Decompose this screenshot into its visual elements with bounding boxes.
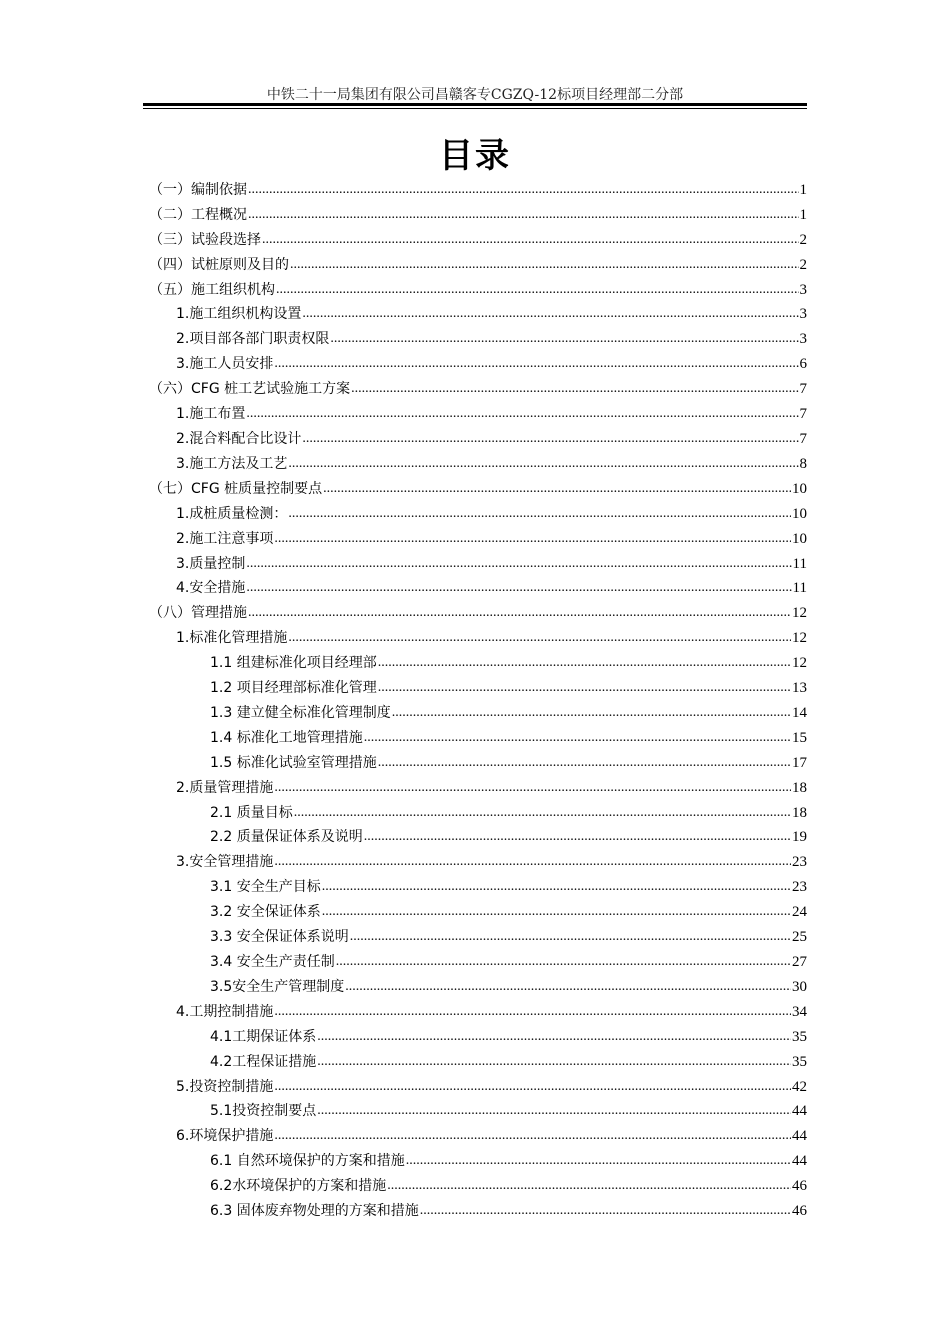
toc-entry[interactable] (143, 672, 807, 697)
toc-entry[interactable] (143, 1145, 807, 1170)
toc-dot-leader (246, 579, 791, 597)
toc-entry-title: （五）施工组织机构 (149, 281, 275, 298)
toc-entry-title: 1.1 组建标准化项目经理部 (210, 655, 377, 672)
toc-dot-leader (274, 355, 798, 373)
toc-entry-page: 2 (799, 256, 807, 273)
toc-entry-page: 25 (792, 929, 807, 946)
toc-entry-page: 46 (792, 1178, 807, 1195)
toc-entry-title: 1.施工布置 (176, 406, 246, 423)
toc-entry-page: 10 (792, 480, 807, 497)
toc-entry-page: 6 (799, 356, 807, 373)
toc-dot-leader (420, 1202, 791, 1220)
toc-entry-page: 14 (792, 704, 807, 721)
toc-entry-page: 44 (792, 1128, 807, 1145)
toc-entry-title: 4.2工程保证措施 (210, 1053, 317, 1070)
toc-entry-title: 1.标准化管理措施 (176, 630, 288, 647)
toc-entry[interactable] (143, 722, 807, 747)
toc-dot-leader (288, 455, 798, 473)
toc-entry[interactable] (143, 1170, 807, 1195)
toc-entry-title: 2.2 质量保证体系及说明 (210, 829, 363, 846)
toc-entry[interactable] (143, 448, 807, 473)
toc-entry-title: （三）试验段选择 (149, 231, 261, 248)
toc-entry-title: 6.3 固体废弃物处理的方案和措施 (210, 1203, 419, 1220)
toc-entry[interactable] (143, 1096, 807, 1121)
toc-dot-leader (274, 1003, 791, 1021)
toc-dot-leader (274, 1127, 791, 1145)
toc-entry-title: 1.2 项目经理部标准化管理 (210, 680, 377, 697)
toc-dot-leader (317, 1053, 791, 1071)
toc-dot-leader (330, 330, 798, 348)
toc-entry[interactable] (143, 398, 807, 423)
toc-dot-leader (276, 281, 799, 299)
toc-entry[interactable] (143, 797, 807, 822)
toc-entry-page: 8 (799, 455, 807, 472)
toc-dot-leader (274, 779, 791, 797)
toc-dot-leader (302, 430, 798, 448)
toc-dot-leader (262, 231, 799, 249)
toc-entry-title: 4.1工期保证体系 (210, 1028, 317, 1045)
toc-entry-page: 2 (799, 231, 807, 248)
toc-entry-title: 1.成桩质量检测： (176, 505, 288, 522)
header-rule-thin (143, 108, 807, 109)
toc-entry-title: 4.工期控制措施 (176, 1003, 274, 1020)
toc-entry[interactable] (143, 871, 807, 896)
toc-entry[interactable] (143, 772, 807, 797)
toc-entry[interactable] (143, 1021, 807, 1046)
header-rule-thick (143, 103, 807, 106)
toc-entry[interactable] (143, 348, 807, 373)
toc-dot-leader (345, 978, 791, 996)
toc-entry-title: （四）试桩原则及目的 (149, 256, 289, 273)
toc-dot-leader (351, 380, 798, 398)
toc-entry-page: 11 (792, 580, 807, 597)
toc-entry-page: 42 (792, 1078, 807, 1095)
toc-entry-page: 11 (792, 555, 807, 572)
toc-entry-title: 6.环境保护措施 (176, 1128, 274, 1145)
toc-entry-title: （一）编制依据 (149, 181, 247, 198)
toc-dot-leader (378, 654, 791, 672)
toc-entry[interactable] (143, 1046, 807, 1071)
toc-entry-title: 3.施工人员安排 (176, 356, 274, 373)
toc-dot-leader (274, 1078, 791, 1096)
toc-entry-title: 3.4 安全生产责任制 (210, 954, 335, 970)
toc-entry[interactable] (143, 423, 807, 448)
toc-entry[interactable] (143, 1071, 807, 1096)
toc-entry-page: 44 (792, 1153, 807, 1170)
toc-dot-leader (288, 505, 791, 523)
toc-entry-title: 2.施工注意事项 (176, 530, 274, 547)
toc-dot-leader (246, 555, 791, 573)
toc-entry-page: 12 (792, 630, 807, 647)
toc-entry-page: 23 (792, 879, 807, 896)
toc-dot-leader (248, 604, 791, 622)
toc-entry[interactable] (143, 373, 807, 398)
toc-entry-page: 12 (792, 655, 807, 672)
page-header: 中铁二十一局集团有限公司昌赣客专CGZQ-12标项目经理部二分部 (266, 87, 684, 103)
toc-entry-page: 24 (792, 904, 807, 921)
toc-entry-page: 3 (799, 306, 807, 323)
toc-entry[interactable] (143, 622, 807, 647)
toc-entry[interactable] (143, 174, 807, 199)
toc-entry[interactable] (143, 573, 807, 598)
toc-dot-leader (378, 679, 791, 697)
toc-entry-title: 2.项目部各部门职责权限 (176, 331, 330, 348)
toc-entry-page: 46 (792, 1203, 807, 1220)
toc-entry-title: 3.安全管理措施 (176, 854, 274, 871)
toc-entry-title: 1.5 标准化试验室管理措施 (210, 754, 377, 771)
toc-entry-title: （七）CFG 桩质量控制要点 (149, 480, 323, 497)
toc-entry-page: 34 (792, 1003, 807, 1020)
toc-entry[interactable] (143, 199, 807, 224)
toc-dot-leader (350, 928, 791, 946)
toc-entry[interactable] (143, 946, 807, 971)
toc-entry[interactable] (143, 896, 807, 921)
toc-entry-page: 13 (792, 680, 807, 697)
toc-entry-title: 1.3 建立健全标准化管理制度 (210, 704, 391, 721)
toc-entry[interactable] (143, 548, 807, 573)
toc-entry-page: 30 (792, 978, 807, 995)
toc-entry-title: 1.施工组织机构设置 (176, 306, 302, 323)
toc-entry[interactable] (143, 747, 807, 772)
toc-entry-title: 6.2水环境保护的方案和措施 (210, 1178, 387, 1195)
toc-entry-page: 3 (799, 281, 807, 298)
toc-entry-title: 2.混合料配合比设计 (176, 430, 302, 447)
toc-entry-page: 7 (799, 381, 807, 398)
toc-entry-title: 3.3 安全保证体系说明 (210, 929, 349, 946)
toc-dot-leader (392, 704, 791, 722)
toc-dot-leader (317, 1102, 791, 1120)
toc-dot-leader (302, 305, 798, 323)
toc-entry-page: 23 (792, 854, 807, 871)
toc-entry[interactable] (143, 597, 807, 622)
toc-dot-leader (322, 903, 791, 921)
toc-dot-leader (246, 405, 798, 423)
toc-entry-title: （六）CFG 桩工艺试验施工方案 (149, 381, 351, 398)
toc-entry[interactable] (143, 971, 807, 996)
toc-entry-title: 4.安全措施 (176, 580, 246, 597)
toc-entry[interactable] (143, 224, 807, 249)
toc-entry-title: 3.质量控制 (176, 555, 246, 572)
toc-dot-leader (364, 729, 791, 747)
toc-entry[interactable] (143, 299, 807, 324)
toc-entry-title: 5.投资控制措施 (176, 1078, 274, 1095)
toc-dot-leader (406, 1152, 791, 1170)
toc-entry-title: 3.施工方法及工艺 (176, 455, 288, 472)
toc-entry-page: 12 (792, 605, 807, 622)
toc-entry-page: 1 (799, 181, 807, 198)
toc-entry[interactable] (143, 1195, 807, 1220)
toc-dot-leader (290, 256, 799, 274)
toc-dot-leader (317, 1028, 791, 1046)
toc-dot-leader (294, 804, 791, 822)
toc-entry-page: 44 (792, 1103, 807, 1120)
toc-entry-title: 2.质量管理措施 (176, 779, 274, 796)
toc-entry-page: 1 (799, 206, 807, 223)
toc-entry-page: 10 (792, 505, 807, 522)
toc-dot-leader (364, 828, 791, 846)
toc-entry-title: 6.1 自然环境保护的方案和措施 (210, 1153, 405, 1170)
toc-entry[interactable] (143, 473, 807, 498)
toc-entry[interactable] (143, 921, 807, 946)
toc-entry-page: 35 (792, 1053, 807, 1070)
toc-entry[interactable] (143, 1120, 807, 1145)
toc-dot-leader (322, 878, 791, 896)
toc-entry-page: 18 (792, 779, 807, 796)
toc-entry-page: 19 (792, 829, 807, 846)
toc-dot-leader (248, 181, 799, 199)
toc-dot-leader (274, 530, 791, 548)
toc-entry[interactable] (143, 822, 807, 847)
toc-entry[interactable] (143, 523, 807, 548)
toc-entry-page: 10 (792, 530, 807, 547)
toc-title: 目录 (439, 136, 511, 176)
toc-entry-title: 2.1 质量目标 (210, 804, 293, 821)
toc-entry[interactable] (143, 498, 807, 523)
toc-entry-page: 27 (792, 954, 807, 970)
toc-entry[interactable] (143, 846, 807, 871)
toc-entry-page: 35 (792, 1028, 807, 1045)
toc-entry[interactable] (143, 323, 807, 348)
toc-entry-title: 3.2 安全保证体系 (210, 904, 321, 921)
toc-entry-page: 7 (799, 406, 807, 423)
toc-dot-leader (248, 206, 799, 224)
table-of-contents (143, 174, 807, 1220)
toc-entry-page: 7 (799, 430, 807, 447)
toc-entry[interactable] (143, 249, 807, 274)
toc-entry-title: （八）管理措施 (149, 605, 247, 622)
toc-dot-leader (274, 853, 791, 871)
toc-entry[interactable] (143, 274, 807, 299)
toc-entry-title: 1.4 标准化工地管理措施 (210, 729, 363, 746)
toc-entry-title: 3.5安全生产管理制度 (210, 978, 345, 995)
toc-entry[interactable] (143, 697, 807, 722)
toc-entry[interactable] (143, 647, 807, 672)
toc-entry-page: 18 (792, 804, 807, 821)
toc-dot-leader (378, 754, 791, 772)
toc-entry-page: 15 (792, 729, 807, 746)
toc-dot-leader (336, 953, 791, 971)
toc-entry-title: （二）工程概况 (149, 206, 247, 223)
toc-entry-title: 5.1投资控制要点 (210, 1103, 317, 1120)
toc-entry-page: 17 (792, 754, 807, 771)
toc-dot-leader (288, 629, 791, 647)
toc-entry-title: 3.1 安全生产目标 (210, 879, 321, 896)
toc-dot-leader (387, 1177, 791, 1195)
toc-dot-leader (323, 480, 791, 498)
toc-entry[interactable] (143, 996, 807, 1021)
toc-entry-page: 3 (799, 331, 807, 348)
